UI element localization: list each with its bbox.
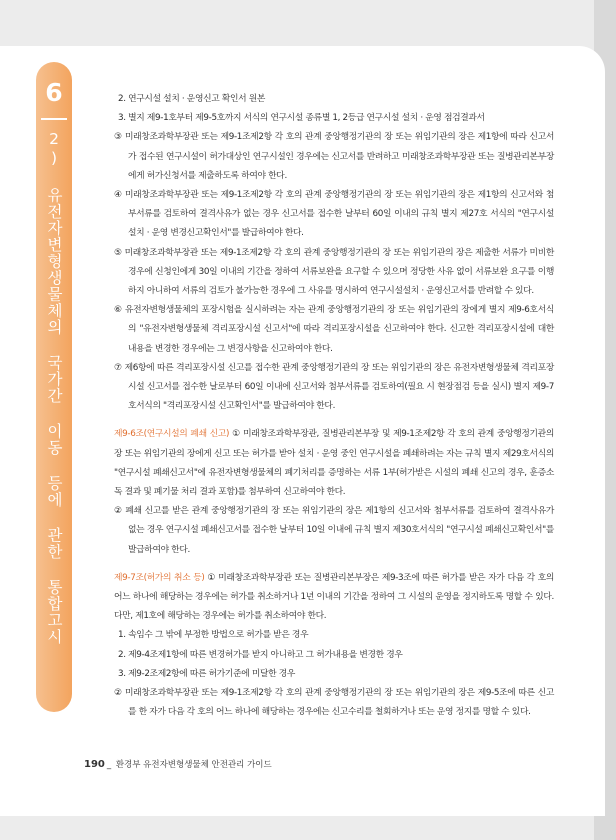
footer-guide-title: 환경부 유전자변형생물체 안전관리 가이드 xyxy=(115,760,272,770)
paragraph: ③ 미래창조과학부장관 또는 제9-1조제2항 각 호의 관계 중앙행정기관의 장 또는 위임기관의 장은 제1항에 따라 신고서가 접수된 연구시설이 허가대상인 연구시설인 경우에는 신고서를 반려하고 미래창조과학부장관 또는 질병관리본부장에게 허가신청서를 제출하도록 하여야 한다. xyxy=(114,132,554,181)
list-item: 2. 연구시설 설치 · 운영신고 확인서 원본 xyxy=(118,94,266,104)
page-number: 190 xyxy=(84,759,105,770)
article-text: ① 미래창조과학부장관, 질병관리본부장 및 제9-1조제2항 각 호의 관계 중앙행정기관의 장 또는 위임기관의 장에게 신고 또는 허가를 받아 설치 · 운영 중인 연구시설을 폐쇄하려는 자는 규칙 별지 제29호서식의 "연구시설 폐쇄신고서"에 유전자변형생물체의 폐기처리를 증명하는 서류 1부(허가받은 시설의 폐쇄 신고의 경우, 훈증소독 결과 및 폐기물 처리 결과 포함)를 첨부하여 신고하여야 한다. xyxy=(114,429,554,498)
article-9-7 xyxy=(114,569,554,627)
article-heading: 제9-6조(연구시설의 폐쇄 신고) xyxy=(114,429,230,440)
top-background-band xyxy=(0,0,616,50)
body-text xyxy=(114,90,554,723)
chapter-divider xyxy=(41,118,67,120)
list-item: 3. 제9-2조제2항에 따른 허가기준에 미달한 경우 xyxy=(118,668,296,679)
paragraph: ⑥ 유전자변형생물체의 포장시험을 실시하려는 자는 관계 중앙행정기관의 장 또는 위임기관의 장에게 별지 제9-6호서식의 "유전자변형생물체 격리포장시설 신고서"에 따라 격리포장시설을 신고하여야 한다. 신고한 격리포장시설에 대한 내용을 변경한 경우에는 그 변경사항을 신고하여야 한다. xyxy=(114,305,554,354)
article-heading: 제9-7조(허가의 취소 등) xyxy=(114,572,205,583)
list-item: 2. 제9-4조제1항에 따른 변경허가를 받지 아니하고 그 허가내용을 변경한 경우 xyxy=(118,649,403,660)
article-text: ① 미래창조과학부장관 또는 질병관리본부장은 제9-3조에 따른 허가를 받은 자가 다음 각 호의 어느 하나에 해당하는 경우에는 허가를 취소하거나 1년 이내의 기간을 정하여 그 시설의 운영을 정지하도록 명할 수 있다. 다만, 제1호에 해당하는 경우에는 허가를 취소하여야 한다. xyxy=(114,572,554,622)
list-item: 1. 속임수 그 밖에 부정한 방법으로 허가를 받은 경우 xyxy=(118,630,309,641)
paragraph: ② 미래창조과학부장관 또는 제9-1조제2항 각 호의 관계 중앙행정기관의 장 또는 위임기관의 장은 제9-5조에 따른 신고를 한 자가 다음 각 호의 어느 하나에 해당하는 경우에는 신고수리를 철회하거나 또는 운영 정지를 명할 수 있다. xyxy=(114,688,554,718)
paragraph: ④ 미래창조과학부장관 또는 제9-1조제2항 각 호의 관계 중앙행정기관의 장 또는 위임기관의 장은 제1항의 신고서와 첨부서류를 검토하여 결격사유가 없는 경우 신고서를 접수한 날부터 60일 이내의 규칙 별지 제27호 서식의 "연구시설 설치 · 운영 변경신고확인서"를 발급하여야 한다. xyxy=(114,190,554,239)
footer-separator: _ xyxy=(106,760,112,770)
paragraph: ⑤ 미래창조과학부장관 또는 제9-1조제2항 각 호의 관계 중앙행정기관의 장 또는 위임기관의 장은 제출한 서류가 미비한 경우에 신청인에게 30일 이내의 기간을 정하여 서류보완을 요구할 수 있으며 정당한 사유 없이 서류보완 요구를 이행하지 아니하여 서류의 검토가 불가능한 경우에 그 사유를 명시하여 연구시설설치 · 운영신고서를 반려할 수 있다. xyxy=(114,247,554,297)
paragraph: ⑦ 제6항에 따른 격리포장시설 신고를 접수한 관계 중앙행정기관의 장 또는 위임기관의 장은 유전자변형생물체 격리포장시설 신고서를 접수한 날로부터 60일 이내에 신고서와 첨부서류를 검토하여(필요 시 현장점검 등을 실시) 별지 제9-7호서식의 "격리포장시설 신고확인서"를 발급하여야 한다. xyxy=(114,362,554,412)
section-title-vertical: 2) 유전자변형생물체의 국가간 이동 등에 관한 통합고시 xyxy=(45,130,63,645)
list-item: 3. 별지 제9-1호부터 제9-5호까지 서식의 연구시설 종류별 1, 2등급 연구시설 설치 · 운영 점검결과서 xyxy=(118,113,485,124)
article-9-6 xyxy=(114,425,554,502)
chapter-number: 6 xyxy=(45,78,63,107)
page-footer xyxy=(84,758,272,770)
paragraph: ② 폐쇄 신고를 받은 관계 중앙행정기관의 장 또는 위임기관의 장은 제1항의 신고서와 첨부서류를 검토하여 결격사유가 없는 경우 연구시설 폐쇄신고서를 접수한 날부터 10일 이내에 규칙 별지 제30호서식의 "연구시설 폐쇄신고확인서"를 발급하여야 한다. xyxy=(114,506,554,555)
